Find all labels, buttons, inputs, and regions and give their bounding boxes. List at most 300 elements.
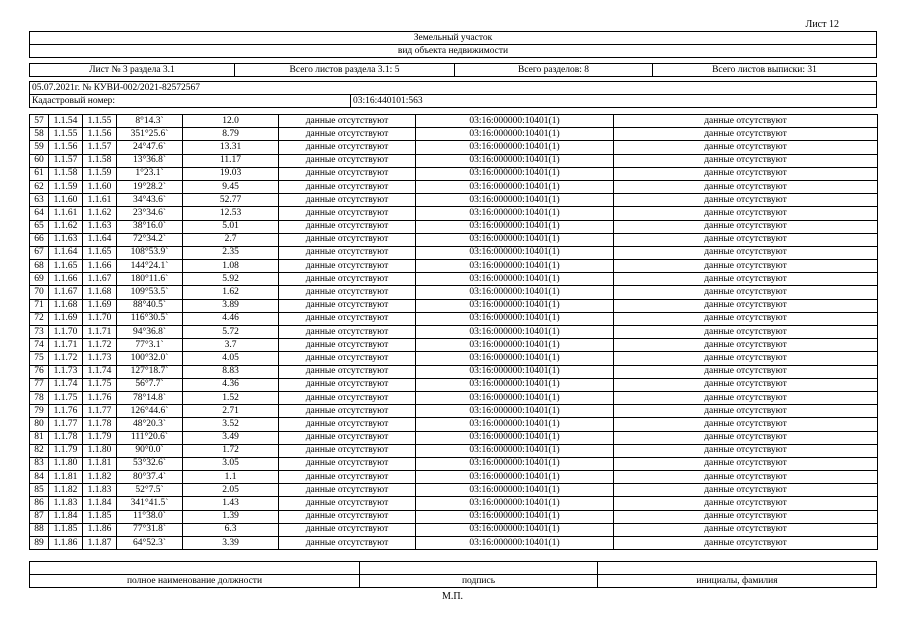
length-cell: 1.08 bbox=[183, 260, 279, 273]
adjacent-owner-info-cell: данные отсутствуют bbox=[614, 497, 878, 510]
point-start-cell: 1.1.63 bbox=[49, 233, 83, 246]
length-cell: 5.01 bbox=[183, 220, 279, 233]
point-start-cell: 1.1.78 bbox=[49, 431, 83, 444]
total-sections: Всего разделов: 8 bbox=[455, 64, 653, 76]
length-cell: 13.31 bbox=[183, 141, 279, 154]
point-start-cell: 1.1.65 bbox=[49, 260, 83, 273]
boundary-parts-table bbox=[29, 114, 878, 550]
adjacent-cadastral-number-cell: 03:16:000000:10401(1) bbox=[416, 233, 614, 246]
adjacent-cadastral-number-cell: 03:16:000000:10401(1) bbox=[416, 378, 614, 391]
length-cell: 1.52 bbox=[183, 391, 279, 404]
row-number-cell: 81 bbox=[30, 431, 49, 444]
point-end-cell: 1.1.58 bbox=[83, 154, 117, 167]
adjacent-cadastral-number-cell: 03:16:000000:10401(1) bbox=[416, 180, 614, 193]
sheet-info-row bbox=[29, 63, 877, 77]
point-start-cell: 1.1.84 bbox=[49, 510, 83, 523]
direction-angle-cell: 180°11.6` bbox=[117, 273, 183, 286]
point-start-cell: 1.1.86 bbox=[49, 537, 83, 550]
table-row bbox=[30, 194, 878, 207]
length-cell: 1.39 bbox=[183, 510, 279, 523]
point-start-cell: 1.1.80 bbox=[49, 457, 83, 470]
point-start-cell: 1.1.73 bbox=[49, 365, 83, 378]
additional-info-cell: данные отсутствуют bbox=[279, 537, 416, 550]
point-end-cell: 1.1.73 bbox=[83, 352, 117, 365]
point-start-cell: 1.1.62 bbox=[49, 220, 83, 233]
adjacent-cadastral-number-cell: 03:16:000000:10401(1) bbox=[416, 431, 614, 444]
adjacent-cadastral-number-cell: 03:16:000000:10401(1) bbox=[416, 326, 614, 339]
point-start-cell: 1.1.64 bbox=[49, 246, 83, 259]
length-cell: 4.46 bbox=[183, 312, 279, 325]
adjacent-owner-info-cell: данные отсутствуют bbox=[614, 418, 878, 431]
point-start-cell: 1.1.54 bbox=[49, 115, 83, 128]
point-end-cell: 1.1.66 bbox=[83, 260, 117, 273]
adjacent-cadastral-number-cell: 03:16:000000:10401(1) bbox=[416, 391, 614, 404]
direction-angle-cell: 116°30.5` bbox=[117, 312, 183, 325]
table-row bbox=[30, 154, 878, 167]
adjacent-owner-info-cell: данные отсутствуют bbox=[614, 431, 878, 444]
adjacent-owner-info-cell: данные отсутствуют bbox=[614, 115, 878, 128]
adjacent-cadastral-number-cell: 03:16:000000:10401(1) bbox=[416, 115, 614, 128]
additional-info-cell: данные отсутствуют bbox=[279, 431, 416, 444]
cadastral-row bbox=[30, 95, 876, 108]
row-number-cell: 71 bbox=[30, 299, 49, 312]
adjacent-owner-info-cell: данные отсутствуют bbox=[614, 141, 878, 154]
point-end-cell: 1.1.74 bbox=[83, 365, 117, 378]
adjacent-cadastral-number-cell: 03:16:000000:10401(1) bbox=[416, 167, 614, 180]
table-row bbox=[30, 484, 878, 497]
signature-label: подпись bbox=[360, 575, 598, 588]
adjacent-owner-info-cell: данные отсутствуют bbox=[614, 471, 878, 484]
adjacent-cadastral-number-cell: 03:16:000000:10401(1) bbox=[416, 471, 614, 484]
adjacent-owner-info-cell: данные отсутствуют bbox=[614, 457, 878, 470]
point-end-cell: 1.1.81 bbox=[83, 457, 117, 470]
direction-angle-cell: 127°18.7` bbox=[117, 365, 183, 378]
point-start-cell: 1.1.57 bbox=[49, 154, 83, 167]
point-end-cell: 1.1.71 bbox=[83, 326, 117, 339]
object-subtitle: вид объекта недвижимости bbox=[397, 46, 509, 56]
point-end-cell: 1.1.77 bbox=[83, 405, 117, 418]
length-cell: 3.39 bbox=[183, 537, 279, 550]
table-row bbox=[30, 497, 878, 510]
adjacent-owner-info-cell: данные отсутствуют bbox=[614, 207, 878, 220]
direction-angle-cell: 100°32.0` bbox=[117, 352, 183, 365]
additional-info-cell: данные отсутствуют bbox=[279, 352, 416, 365]
additional-info-cell: данные отсутствуют bbox=[279, 378, 416, 391]
adjacent-cadastral-number-cell: 03:16:000000:10401(1) bbox=[416, 286, 614, 299]
sheet-number: Лист 12 bbox=[805, 19, 839, 30]
adjacent-owner-info-cell: данные отсутствуют bbox=[614, 391, 878, 404]
point-start-cell: 1.1.82 bbox=[49, 484, 83, 497]
direction-angle-cell: 90°0.0` bbox=[117, 444, 183, 457]
table-row bbox=[30, 207, 878, 220]
additional-info-cell: данные отсутствуют bbox=[279, 418, 416, 431]
length-cell: 3.52 bbox=[183, 418, 279, 431]
signature-block bbox=[29, 561, 877, 588]
adjacent-cadastral-number-cell: 03:16:000000:10401(1) bbox=[416, 141, 614, 154]
adjacent-cadastral-number-cell: 03:16:000000:10401(1) bbox=[416, 484, 614, 497]
point-end-cell: 1.1.80 bbox=[83, 444, 117, 457]
length-cell: 3.49 bbox=[183, 431, 279, 444]
adjacent-owner-info-cell: данные отсутствуют bbox=[614, 220, 878, 233]
adjacent-owner-info-cell: данные отсутствуют bbox=[614, 523, 878, 536]
adjacent-owner-info-cell: данные отсутствуют bbox=[614, 128, 878, 141]
row-number-cell: 69 bbox=[30, 273, 49, 286]
direction-angle-cell: 23°34.6` bbox=[117, 207, 183, 220]
direction-angle-cell: 78°14.8` bbox=[117, 391, 183, 404]
additional-info-cell: данные отсутствуют bbox=[279, 128, 416, 141]
extract-info-box bbox=[29, 81, 877, 108]
row-number-cell: 88 bbox=[30, 523, 49, 536]
length-cell: 12.0 bbox=[183, 115, 279, 128]
adjacent-owner-info-cell: данные отсутствуют bbox=[614, 154, 878, 167]
direction-angle-cell: 144°24.1` bbox=[117, 260, 183, 273]
point-end-cell: 1.1.63 bbox=[83, 220, 117, 233]
point-start-cell: 1.1.61 bbox=[49, 207, 83, 220]
object-title: Земельный участок bbox=[30, 32, 876, 45]
point-start-cell: 1.1.67 bbox=[49, 286, 83, 299]
row-number-cell: 80 bbox=[30, 418, 49, 431]
length-cell: 9.45 bbox=[183, 180, 279, 193]
stamp-label: М.П. bbox=[441, 591, 464, 602]
additional-info-cell: данные отсутствуют bbox=[279, 312, 416, 325]
adjacent-cadastral-number-cell: 03:16:000000:10401(1) bbox=[416, 273, 614, 286]
point-end-cell: 1.1.60 bbox=[83, 180, 117, 193]
direction-angle-cell: 53°32.6` bbox=[117, 457, 183, 470]
table-row bbox=[30, 352, 878, 365]
row-number-cell: 77 bbox=[30, 378, 49, 391]
additional-info-cell: данные отсутствуют bbox=[279, 484, 416, 497]
additional-info-cell: данные отсутствуют bbox=[279, 391, 416, 404]
table-row bbox=[30, 286, 878, 299]
direction-angle-cell: 48°20.3` bbox=[117, 418, 183, 431]
point-end-cell: 1.1.55 bbox=[83, 115, 117, 128]
table-row bbox=[30, 326, 878, 339]
table-row bbox=[30, 365, 878, 378]
adjacent-owner-info-cell: данные отсутствуют bbox=[614, 378, 878, 391]
additional-info-cell: данные отсутствуют bbox=[279, 115, 416, 128]
length-cell: 3.7 bbox=[183, 339, 279, 352]
direction-angle-cell: 1°23.1` bbox=[117, 167, 183, 180]
row-number-cell: 64 bbox=[30, 207, 49, 220]
point-start-cell: 1.1.59 bbox=[49, 180, 83, 193]
point-start-cell: 1.1.69 bbox=[49, 312, 83, 325]
length-cell: 6.3 bbox=[183, 523, 279, 536]
adjacent-owner-info-cell: данные отсутствуют bbox=[614, 286, 878, 299]
point-start-cell: 1.1.60 bbox=[49, 194, 83, 207]
adjacent-cadastral-number-cell: 03:16:000000:10401(1) bbox=[416, 510, 614, 523]
direction-angle-cell: 77°31.8` bbox=[117, 523, 183, 536]
table-row bbox=[30, 510, 878, 523]
point-end-cell: 1.1.78 bbox=[83, 418, 117, 431]
table-row bbox=[30, 167, 878, 180]
adjacent-cadastral-number-cell: 03:16:000000:10401(1) bbox=[416, 220, 614, 233]
length-cell: 1.72 bbox=[183, 444, 279, 457]
length-cell: 1.1 bbox=[183, 471, 279, 484]
point-start-cell: 1.1.72 bbox=[49, 352, 83, 365]
row-number-cell: 68 bbox=[30, 260, 49, 273]
adjacent-owner-info-cell: данные отсутствуют bbox=[614, 312, 878, 325]
additional-info-cell: данные отсутствуют bbox=[279, 154, 416, 167]
row-number-cell: 74 bbox=[30, 339, 49, 352]
point-end-cell: 1.1.67 bbox=[83, 273, 117, 286]
adjacent-cadastral-number-cell: 03:16:000000:10401(1) bbox=[416, 537, 614, 550]
length-cell: 8.79 bbox=[183, 128, 279, 141]
cadastral-number: 03:16:440101:563 bbox=[353, 96, 423, 106]
additional-info-cell: данные отсутствуют bbox=[279, 286, 416, 299]
additional-info-cell: данные отсутствуют bbox=[279, 167, 416, 180]
point-end-cell: 1.1.72 bbox=[83, 339, 117, 352]
position-label: полное наименование должности bbox=[30, 575, 360, 588]
length-cell: 2.7 bbox=[183, 233, 279, 246]
row-number-cell: 82 bbox=[30, 444, 49, 457]
direction-angle-cell: 108°53.9` bbox=[117, 246, 183, 259]
adjacent-cadastral-number-cell: 03:16:000000:10401(1) bbox=[416, 128, 614, 141]
adjacent-owner-info-cell: данные отсутствуют bbox=[614, 167, 878, 180]
adjacent-cadastral-number-cell: 03:16:000000:10401(1) bbox=[416, 352, 614, 365]
point-start-cell: 1.1.74 bbox=[49, 378, 83, 391]
table-row bbox=[30, 471, 878, 484]
table-row bbox=[30, 391, 878, 404]
total-sheets-extract: Всего листов выписки: 31 bbox=[712, 65, 817, 75]
row-number-cell: 57 bbox=[30, 115, 49, 128]
direction-angle-cell: 38°16.0` bbox=[117, 220, 183, 233]
point-start-cell: 1.1.76 bbox=[49, 405, 83, 418]
direction-angle-cell: 19°28.2` bbox=[117, 180, 183, 193]
adjacent-owner-info-cell: данные отсутствуют bbox=[614, 339, 878, 352]
point-end-cell: 1.1.84 bbox=[83, 497, 117, 510]
direction-angle-cell: 56°7.7` bbox=[117, 378, 183, 391]
adjacent-cadastral-number-cell: 03:16:000000:10401(1) bbox=[416, 457, 614, 470]
point-end-cell: 1.1.82 bbox=[83, 471, 117, 484]
adjacent-owner-info-cell: данные отсутствуют bbox=[614, 260, 878, 273]
point-start-cell: 1.1.79 bbox=[49, 444, 83, 457]
row-number-cell: 78 bbox=[30, 391, 49, 404]
row-number-cell: 61 bbox=[30, 167, 49, 180]
direction-angle-cell: 64°52.3` bbox=[117, 537, 183, 550]
table-row bbox=[30, 444, 878, 457]
row-number-cell: 67 bbox=[30, 246, 49, 259]
adjacent-owner-info-cell: данные отсутствуют bbox=[614, 326, 878, 339]
direction-angle-cell: 351°25.6` bbox=[117, 128, 183, 141]
table-row bbox=[30, 246, 878, 259]
row-number-cell: 66 bbox=[30, 233, 49, 246]
direction-angle-cell: 109°53.5` bbox=[117, 286, 183, 299]
row-number-cell: 79 bbox=[30, 405, 49, 418]
length-cell: 5.92 bbox=[183, 273, 279, 286]
direction-angle-cell: 34°43.6` bbox=[117, 194, 183, 207]
date-number: 05.07.2021г. № КУВИ-002/2021-82572567 bbox=[30, 82, 876, 95]
row-number-cell: 75 bbox=[30, 352, 49, 365]
row-number-cell: 76 bbox=[30, 365, 49, 378]
point-end-cell: 1.1.86 bbox=[83, 523, 117, 536]
point-end-cell: 1.1.75 bbox=[83, 378, 117, 391]
adjacent-cadastral-number-cell: 03:16:000000:10401(1) bbox=[416, 207, 614, 220]
point-end-cell: 1.1.56 bbox=[83, 128, 117, 141]
adjacent-cadastral-number-cell: 03:16:000000:10401(1) bbox=[416, 365, 614, 378]
point-end-cell: 1.1.76 bbox=[83, 391, 117, 404]
cadastral-number-cell bbox=[350, 95, 423, 108]
length-cell: 3.05 bbox=[183, 457, 279, 470]
adjacent-cadastral-number-cell: 03:16:000000:10401(1) bbox=[416, 194, 614, 207]
point-start-cell: 1.1.77 bbox=[49, 418, 83, 431]
table-row bbox=[30, 405, 878, 418]
point-end-cell: 1.1.68 bbox=[83, 286, 117, 299]
direction-angle-cell: 72°34.2` bbox=[117, 233, 183, 246]
row-number-cell: 89 bbox=[30, 537, 49, 550]
point-end-cell: 1.1.59 bbox=[83, 167, 117, 180]
adjacent-cadastral-number-cell: 03:16:000000:10401(1) bbox=[416, 260, 614, 273]
additional-info-cell: данные отсутствуют bbox=[279, 471, 416, 484]
row-number-cell: 65 bbox=[30, 220, 49, 233]
row-number-cell: 62 bbox=[30, 180, 49, 193]
length-cell: 2.05 bbox=[183, 484, 279, 497]
length-cell: 11.17 bbox=[183, 154, 279, 167]
table-row bbox=[30, 523, 878, 536]
point-end-cell: 1.1.83 bbox=[83, 484, 117, 497]
signature-top-row bbox=[30, 562, 876, 575]
additional-info-cell: данные отсутствуют bbox=[279, 444, 416, 457]
length-cell: 2.35 bbox=[183, 246, 279, 259]
cadastral-label: Кадастровый номер: bbox=[32, 96, 116, 106]
additional-info-cell: данные отсутствуют bbox=[279, 194, 416, 207]
table-row bbox=[30, 378, 878, 391]
adjacent-owner-info-cell: данные отсутствуют bbox=[614, 352, 878, 365]
table-row bbox=[30, 141, 878, 154]
adjacent-cadastral-number-cell: 03:16:000000:10401(1) bbox=[416, 444, 614, 457]
adjacent-owner-info-cell: данные отсутствуют bbox=[614, 365, 878, 378]
table-row bbox=[30, 299, 878, 312]
point-start-cell: 1.1.85 bbox=[49, 523, 83, 536]
additional-info-cell: данные отсутствуют bbox=[279, 207, 416, 220]
adjacent-owner-info-cell: данные отсутствуют bbox=[614, 537, 878, 550]
point-end-cell: 1.1.65 bbox=[83, 246, 117, 259]
row-number-cell: 60 bbox=[30, 154, 49, 167]
row-number-cell: 84 bbox=[30, 471, 49, 484]
row-number-cell: 58 bbox=[30, 128, 49, 141]
length-cell: 52.77 bbox=[183, 194, 279, 207]
table-row bbox=[30, 339, 878, 352]
point-start-cell: 1.1.66 bbox=[49, 273, 83, 286]
length-cell: 19.03 bbox=[183, 167, 279, 180]
adjacent-cadastral-number-cell: 03:16:000000:10401(1) bbox=[416, 497, 614, 510]
row-number-cell: 86 bbox=[30, 497, 49, 510]
adjacent-cadastral-number-cell: 03:16:000000:10401(1) bbox=[416, 312, 614, 325]
adjacent-cadastral-number-cell: 03:16:000000:10401(1) bbox=[416, 418, 614, 431]
row-number-cell: 87 bbox=[30, 510, 49, 523]
point-end-cell: 1.1.57 bbox=[83, 141, 117, 154]
adjacent-owner-info-cell: данные отсутствуют bbox=[614, 233, 878, 246]
direction-angle-cell: 111°20.6` bbox=[117, 431, 183, 444]
table-row bbox=[30, 537, 878, 550]
row-number-cell: 72 bbox=[30, 312, 49, 325]
additional-info-cell: данные отсутствуют bbox=[279, 405, 416, 418]
adjacent-cadastral-number-cell: 03:16:000000:10401(1) bbox=[416, 154, 614, 167]
row-number-cell: 59 bbox=[30, 141, 49, 154]
direction-angle-cell: 126°44.6` bbox=[117, 405, 183, 418]
direction-angle-cell: 13°36.8` bbox=[117, 154, 183, 167]
table-row bbox=[30, 312, 878, 325]
point-end-cell: 1.1.79 bbox=[83, 431, 117, 444]
table-row bbox=[30, 457, 878, 470]
point-start-cell: 1.1.56 bbox=[49, 141, 83, 154]
adjacent-owner-info-cell: данные отсутствуют bbox=[614, 484, 878, 497]
direction-angle-cell: 8°14.3` bbox=[117, 115, 183, 128]
adjacent-owner-info-cell: данные отсутствуют bbox=[614, 246, 878, 259]
additional-info-cell: данные отсутствуют bbox=[279, 365, 416, 378]
direction-angle-cell: 341°41.5` bbox=[117, 497, 183, 510]
total-sheets-section: Всего листов раздела 3.1: 5 bbox=[235, 64, 455, 76]
direction-angle-cell: 11°38.0` bbox=[117, 510, 183, 523]
point-end-cell: 1.1.62 bbox=[83, 207, 117, 220]
point-start-cell: 1.1.58 bbox=[49, 167, 83, 180]
direction-angle-cell: 24°47.6` bbox=[117, 141, 183, 154]
point-start-cell: 1.1.55 bbox=[49, 128, 83, 141]
direction-angle-cell: 77°3.1` bbox=[117, 339, 183, 352]
adjacent-cadastral-number-cell: 03:16:000000:10401(1) bbox=[416, 299, 614, 312]
point-end-cell: 1.1.85 bbox=[83, 510, 117, 523]
row-number-cell: 63 bbox=[30, 194, 49, 207]
point-end-cell: 1.1.61 bbox=[83, 194, 117, 207]
point-start-cell: 1.1.75 bbox=[49, 391, 83, 404]
adjacent-owner-info-cell: данные отсутствуют bbox=[614, 405, 878, 418]
table-row bbox=[30, 431, 878, 444]
length-cell: 5.72 bbox=[183, 326, 279, 339]
table-row bbox=[30, 128, 878, 141]
additional-info-cell: данные отсутствуют bbox=[279, 246, 416, 259]
table-row bbox=[30, 273, 878, 286]
adjacent-cadastral-number-cell: 03:16:000000:10401(1) bbox=[416, 405, 614, 418]
additional-info-cell: данные отсутствуют bbox=[279, 510, 416, 523]
additional-info-cell: данные отсутствуют bbox=[279, 260, 416, 273]
adjacent-cadastral-number-cell: 03:16:000000:10401(1) bbox=[416, 339, 614, 352]
adjacent-owner-info-cell: данные отсутствуют bbox=[614, 273, 878, 286]
row-number-cell: 85 bbox=[30, 484, 49, 497]
direction-angle-cell: 80°37.4` bbox=[117, 471, 183, 484]
point-start-cell: 1.1.71 bbox=[49, 339, 83, 352]
row-number-cell: 83 bbox=[30, 457, 49, 470]
adjacent-owner-info-cell: данные отсутствуют bbox=[614, 299, 878, 312]
length-cell: 1.43 bbox=[183, 497, 279, 510]
direction-angle-cell: 94°36.8` bbox=[117, 326, 183, 339]
additional-info-cell: данные отсутствуют bbox=[279, 180, 416, 193]
table-row bbox=[30, 260, 878, 273]
direction-angle-cell: 88°40.5` bbox=[117, 299, 183, 312]
name-label: инициалы, фамилия bbox=[696, 576, 778, 586]
table-row bbox=[30, 115, 878, 128]
adjacent-cadastral-number-cell: 03:16:000000:10401(1) bbox=[416, 246, 614, 259]
adjacent-owner-info-cell: данные отсутствуют bbox=[614, 510, 878, 523]
adjacent-cadastral-number-cell: 03:16:000000:10401(1) bbox=[416, 523, 614, 536]
table-row bbox=[30, 180, 878, 193]
additional-info-cell: данные отсутствуют bbox=[279, 523, 416, 536]
additional-info-cell: данные отсутствуют bbox=[279, 299, 416, 312]
point-end-cell: 1.1.69 bbox=[83, 299, 117, 312]
table-row bbox=[30, 220, 878, 233]
additional-info-cell: данные отсутствуют bbox=[279, 326, 416, 339]
additional-info-cell: данные отсутствуют bbox=[279, 273, 416, 286]
length-cell: 4.05 bbox=[183, 352, 279, 365]
length-cell: 8.83 bbox=[183, 365, 279, 378]
row-number-cell: 73 bbox=[30, 326, 49, 339]
length-cell: 1.62 bbox=[183, 286, 279, 299]
table-row bbox=[30, 418, 878, 431]
additional-info-cell: данные отсутствуют bbox=[279, 339, 416, 352]
point-start-cell: 1.1.70 bbox=[49, 326, 83, 339]
adjacent-owner-info-cell: данные отсутствуют bbox=[614, 180, 878, 193]
length-cell: 12.53 bbox=[183, 207, 279, 220]
object-title-box bbox=[29, 31, 877, 58]
point-end-cell: 1.1.87 bbox=[83, 537, 117, 550]
